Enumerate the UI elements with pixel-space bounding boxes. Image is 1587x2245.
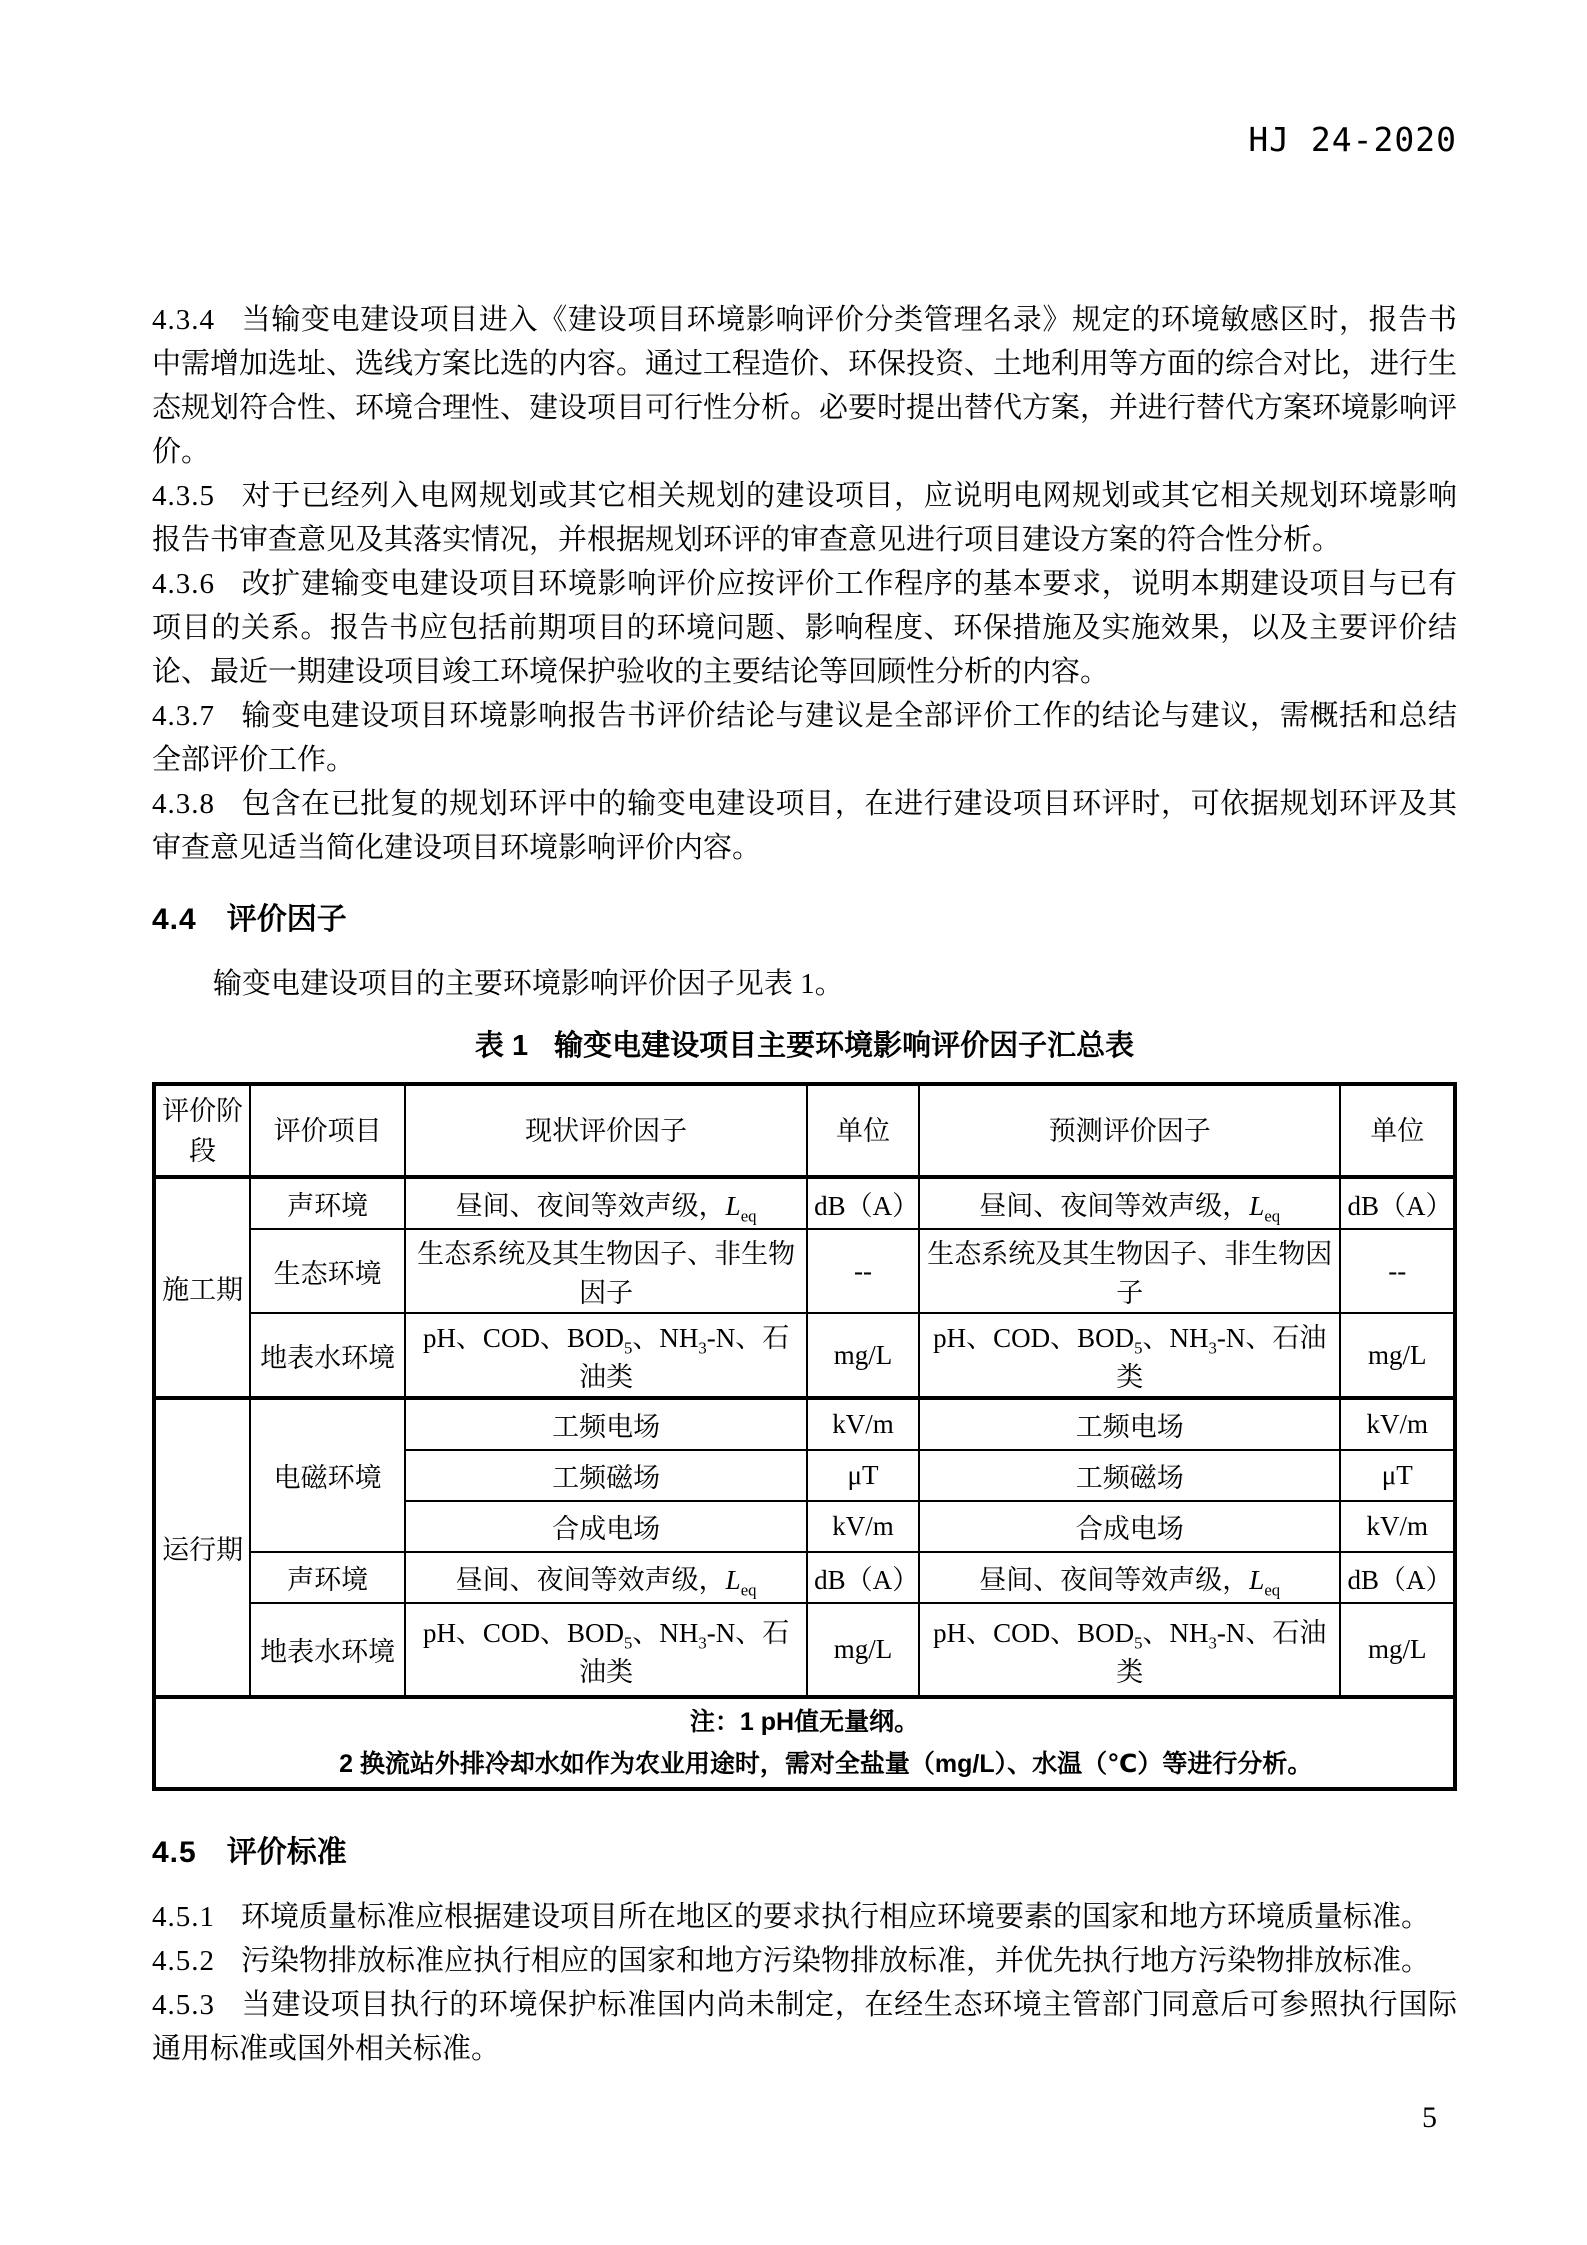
table-note-row	[154, 1697, 1455, 1789]
item-ecology: 生态环境	[250, 1229, 405, 1313]
header-forecast-factors: 预测评价因子	[919, 1084, 1341, 1177]
section-4-4-intro: 输变电建设项目的主要环境影响评价因子见表 1。	[212, 968, 844, 1000]
cell-forecast: 工频磁场	[919, 1450, 1341, 1501]
table-row	[154, 1177, 1455, 1229]
clause-4-5-3	[152, 1983, 1457, 2071]
cell-forecast: 合成电场	[919, 1501, 1341, 1552]
cell-unit: mg/L	[1340, 1603, 1455, 1697]
clause-4-5-2	[152, 1939, 1457, 1983]
clause-number: 4.3.6	[152, 568, 215, 600]
clause-4-3-7	[152, 694, 1457, 782]
cell-forecast: 工频电场	[919, 1398, 1341, 1450]
cell-forecast: 昼间、夜间等效声级，$L_{eq}$	[919, 1177, 1341, 1229]
header-unit-2: 单位	[1340, 1084, 1455, 1177]
table-row	[154, 1313, 1455, 1398]
clause-4-5-1	[152, 1895, 1457, 1939]
cell-unit: kV/m	[807, 1398, 919, 1450]
table-1-label: 表 1	[474, 1030, 529, 1062]
header-current-factors: 现状评价因子	[405, 1084, 807, 1177]
clause-text: 对于已经列入电网规划或其它相关规划的建设项目，应说明电网规划或其它相关规划环境影响报告书审查意见及其落实情况，并根据规划环评的审查意见进行项目建设方案的符合性分析。	[152, 480, 1457, 556]
cell-current: pH、COD、$BOD_5$、$NH_3-N$、石油类	[405, 1313, 807, 1398]
cell-forecast: 生态系统及其生物因子、非生物因子	[919, 1229, 1341, 1313]
cell-unit: mg/L	[807, 1603, 919, 1697]
section-number: 4.5	[152, 1836, 197, 1869]
document-header	[152, 120, 1457, 160]
item-emf: 电磁环境	[250, 1398, 405, 1552]
cell-current: 合成电场	[405, 1501, 807, 1552]
cell-unit: kV/m	[1340, 1501, 1455, 1552]
cell-forecast: pH、COD、$BOD_5$、$NH_3-N$、石油类	[919, 1603, 1341, 1697]
section-heading-4-4	[152, 898, 1457, 942]
cell-unit: μT	[807, 1450, 919, 1501]
clauses-4-3	[152, 298, 1457, 870]
item-noise: 声环境	[250, 1552, 405, 1603]
clause-4-3-6	[152, 562, 1457, 694]
table-header-row	[154, 1084, 1455, 1177]
clause-text: 改扩建输变电建设项目环境影响评价应按评价工作程序的基本要求，说明本期建设项目与已有项目的关系。报告书应包括前期项目的环境问题、影响程度、环保措施及实施效果，以及主要评价结论、最近一期建设项目竣工环境保护验收的主要结论等回顾性分析的内容。	[152, 568, 1457, 688]
item-surface-water: 地表水环境	[250, 1313, 405, 1398]
clause-4-3-4	[152, 298, 1457, 474]
cell-unit: kV/m	[1340, 1398, 1455, 1450]
stage-operation: 运行期	[154, 1398, 250, 1697]
item-surface-water: 地表水环境	[250, 1603, 405, 1697]
clause-text: 污染物排放标准应执行相应的国家和地方污染物排放标准，并优先执行地方污染物排放标准。	[241, 1945, 1431, 1977]
section-number: 4.4	[152, 903, 197, 936]
cell-unit: kV/m	[807, 1501, 919, 1552]
cell-current: 工频磁场	[405, 1450, 807, 1501]
cell-forecast: pH、COD、$BOD_5$、$NH_3-N$、石油类	[919, 1313, 1341, 1398]
cell-unit: mg/L	[1340, 1313, 1455, 1398]
section-title: 评价因子	[226, 903, 347, 936]
note-line-2: 2 换流站外排冷却水如作为农业用途时，需对全盐量（mg/L）、水温（℃）等进行分析。	[339, 1750, 1313, 1778]
standard-code: HJ 24-2020	[1248, 120, 1457, 159]
table-row	[154, 1552, 1455, 1603]
cell-current: pH、COD、$BOD_5$、$NH_3-N$、石油类	[405, 1603, 807, 1697]
clause-number: 4.5.1	[152, 1901, 215, 1933]
cell-unit: --	[807, 1229, 919, 1313]
cell-unit: dB（A）	[807, 1552, 919, 1603]
table-1-caption: 输变电建设项目主要环境影响评价因子汇总表	[554, 1030, 1135, 1062]
section-heading-4-5	[152, 1831, 1457, 1875]
clause-number: 4.5.2	[152, 1945, 215, 1977]
clause-number: 4.3.5	[152, 480, 215, 512]
cell-unit: --	[1340, 1229, 1455, 1313]
table-row	[154, 1603, 1455, 1697]
table-1-title	[152, 1026, 1457, 1066]
header-item: 评价项目	[250, 1084, 405, 1177]
cell-unit: dB（A）	[1340, 1177, 1455, 1229]
cell-forecast: 昼间、夜间等效声级，$L_{eq}$	[919, 1552, 1341, 1603]
note-line-1: 注：1 pH值无量纲。	[689, 1708, 920, 1736]
clause-text: 包含在已批复的规划环评中的输变电建设项目，在进行建设项目环评时，可依据规划环评及其审查意见适当简化建设项目环境影响评价内容。	[152, 788, 1457, 864]
item-noise: 声环境	[250, 1177, 405, 1229]
table-1	[152, 1082, 1457, 1791]
clause-text: 环境质量标准应根据建设项目所在地区的要求执行相应环境要素的国家和地方环境质量标准。	[241, 1901, 1431, 1933]
table-note	[154, 1697, 1455, 1789]
table-row	[154, 1398, 1455, 1450]
page-number: 5	[1422, 2101, 1437, 2134]
cell-unit: dB（A）	[807, 1177, 919, 1229]
cell-unit: dB（A）	[1340, 1552, 1455, 1603]
clause-number: 4.5.3	[152, 1989, 215, 2021]
section-title: 评价标准	[226, 1836, 347, 1869]
clause-number: 4.3.4	[152, 304, 215, 336]
header-stage: 评价阶段	[154, 1084, 250, 1177]
cell-unit: μT	[1340, 1450, 1455, 1501]
clause-text: 当建设项目执行的环境保护标准国内尚未制定，在经生态环境主管部门同意后可参照执行国际通用标准或国外相关标准。	[152, 1989, 1457, 2065]
table-row	[154, 1229, 1455, 1313]
clause-text: 当输变电建设项目进入《建设项目环境影响评价分类管理名录》规定的环境敏感区时，报告书中需增加选址、选线方案比选的内容。通过工程造价、环保投资、土地利用等方面的综合对比，进行生态规划符合性、环境合理性、建设项目可行性分析。必要时提出替代方案，并进行替代方案环境影响评价。	[152, 304, 1458, 468]
cell-unit: mg/L	[807, 1313, 919, 1398]
cell-current: 工频电场	[405, 1398, 807, 1450]
cell-current: 昼间、夜间等效声级，$L_{eq}$	[405, 1177, 807, 1229]
cell-current: 昼间、夜间等效声级，$L_{eq}$	[405, 1552, 807, 1603]
clause-number: 4.3.7	[152, 700, 215, 732]
clauses-4-5	[152, 1895, 1457, 2071]
clause-number: 4.3.8	[152, 788, 215, 820]
clause-4-3-5	[152, 474, 1457, 562]
cell-current: 生态系统及其生物因子、非生物因子	[405, 1229, 807, 1313]
header-unit-1: 单位	[807, 1084, 919, 1177]
clause-text: 输变电建设项目环境影响报告书评价结论与建议是全部评价工作的结论与建议，需概括和总结全部评价工作。	[152, 700, 1457, 776]
stage-construction: 施工期	[154, 1177, 250, 1398]
clause-4-3-8	[152, 782, 1457, 870]
